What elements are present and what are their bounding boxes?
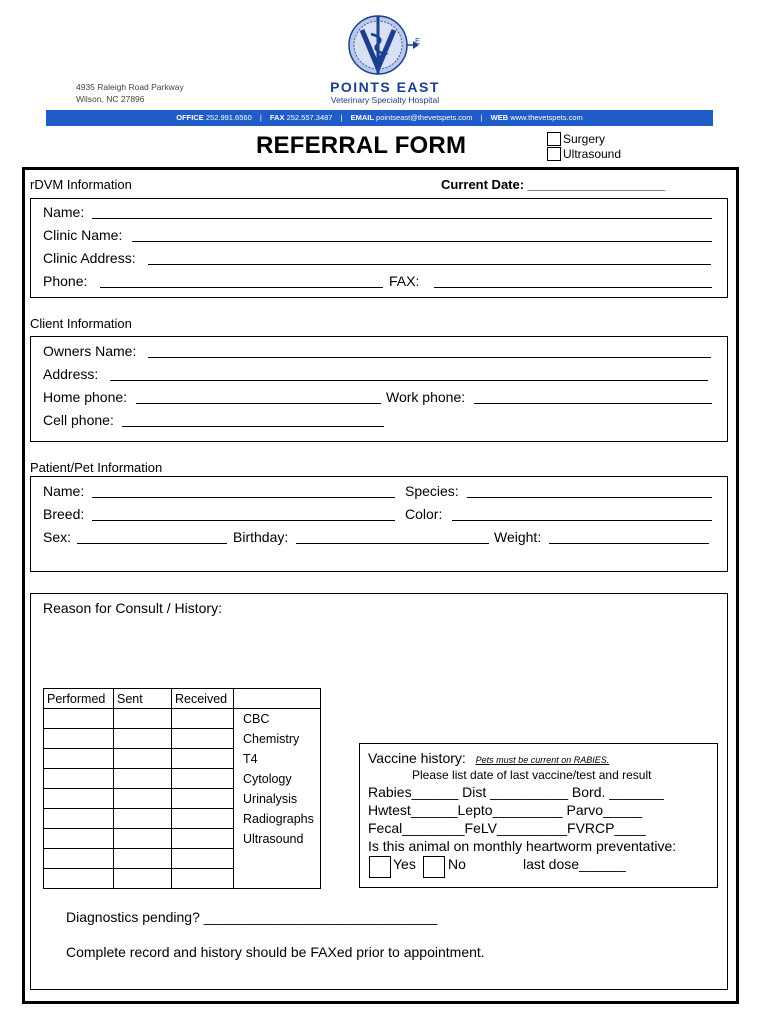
test-name: Cytology — [234, 769, 321, 789]
sent-cell[interactable] — [114, 869, 172, 889]
rdvm-fax-field[interactable] — [434, 287, 712, 288]
email-address: pointseast@thevetspets.com — [376, 113, 473, 122]
contact-bar: OFFICE 252.991.6560 | FAX 252.557.3487 | EMAIL pointseast@thevetspets.com | WEB www.thevetspets.com — [46, 110, 713, 126]
pet-name-field[interactable] — [92, 497, 395, 498]
vaccine-row-3[interactable]: Fecal________FeLV_________FVRCP____ — [368, 820, 646, 836]
address-line-2: Wilson, NC 27896 — [76, 94, 145, 104]
sent-cell[interactable] — [114, 729, 172, 749]
brand-name: POINTS EAST — [330, 79, 440, 95]
heartworm-no-label: No — [448, 856, 466, 872]
vaccine-instruction: Please list date of last vaccine/test and result — [412, 768, 652, 782]
fax-number: 252.557.3487 — [286, 113, 333, 122]
color-field[interactable] — [452, 520, 712, 521]
footer-note: Complete record and history should be FAXed prior to appointment. — [66, 944, 485, 960]
sent-cell[interactable] — [114, 809, 172, 829]
rdvm-fax-label: FAX: — [389, 273, 420, 289]
breed-field[interactable] — [92, 520, 395, 521]
points-east-logo — [345, 8, 435, 80]
sent-cell[interactable] — [114, 849, 172, 869]
form-title: REFERRAL FORM — [256, 132, 467, 159]
performed-cell[interactable] — [44, 849, 114, 869]
vaccine-title: Vaccine history: — [368, 750, 466, 766]
rdvm-name-field[interactable] — [92, 218, 712, 219]
client-heading: Client Information — [30, 316, 132, 331]
ultrasound-label: Ultrasound — [563, 147, 622, 161]
test-name: Radiographs — [234, 809, 321, 829]
rdvm-name-label: Name: — [43, 204, 85, 220]
rdvm-box — [30, 198, 728, 298]
work-phone-label: Work phone: — [386, 389, 466, 405]
sex-label: Sex: — [43, 529, 72, 545]
work-phone-field[interactable] — [474, 403, 712, 404]
received-cell[interactable] — [172, 729, 234, 749]
birthday-field[interactable] — [296, 543, 489, 544]
heartworm-no-checkbox[interactable] — [423, 856, 445, 878]
clinic-name-field[interactable] — [132, 241, 712, 242]
home-phone-label: Home phone: — [43, 389, 128, 405]
sent-header: Sent — [114, 689, 172, 709]
performed-cell[interactable] — [44, 869, 114, 889]
rdvm-phone-label: Phone: — [43, 273, 88, 289]
color-label: Color: — [405, 506, 443, 522]
last-dose-field[interactable]: last dose______ — [523, 856, 626, 872]
received-cell[interactable] — [172, 869, 234, 889]
table-row — [44, 749, 321, 769]
performed-header: Performed — [44, 689, 114, 709]
vaccine-row-2[interactable]: Hwtest______Lepto_________ Parvo_____ — [368, 802, 643, 818]
cell-phone-label: Cell phone: — [43, 412, 114, 428]
brand-subtitle: Veterinary Specialty Hospital — [330, 95, 440, 105]
test-name[interactable] — [234, 849, 321, 869]
performed-cell[interactable] — [44, 789, 114, 809]
home-phone-field[interactable] — [136, 403, 381, 404]
test-name: Chemistry — [234, 729, 321, 749]
received-cell[interactable] — [172, 829, 234, 849]
table-row — [44, 769, 321, 789]
address-line-1: 4935 Raleigh Road Parkway — [76, 82, 184, 92]
vaccine-row-1[interactable]: Rabies______ Dist __________ Bord. _______ — [368, 784, 664, 800]
diagnostics-pending-field[interactable]: Diagnostics pending? ______________________________ — [66, 909, 438, 925]
ultrasound-option[interactable] — [547, 147, 621, 161]
sent-cell[interactable] — [114, 749, 172, 769]
client-address-field[interactable] — [110, 380, 708, 381]
clinic-name-label: Clinic Name: — [43, 227, 123, 243]
received-header: Received — [172, 689, 234, 709]
performed-cell[interactable] — [44, 729, 114, 749]
performed-cell[interactable] — [44, 709, 114, 729]
owners-name-label: Owners Name: — [43, 343, 137, 359]
received-cell[interactable] — [172, 709, 234, 729]
clinic-address-field[interactable] — [148, 264, 711, 265]
heartworm-yes-label: Yes — [393, 856, 416, 872]
email-label: EMAIL — [350, 113, 374, 122]
table-row — [44, 789, 321, 809]
table-row — [44, 849, 321, 869]
test-name: CBC — [234, 709, 321, 729]
birthday-label: Birthday: — [233, 529, 289, 545]
table-row — [44, 729, 321, 749]
surgery-option[interactable] — [547, 132, 605, 146]
rdvm-heading: rDVM Information — [30, 177, 132, 192]
test-name: Ultrasound — [234, 829, 321, 849]
reason-for-consult-field[interactable] — [43, 620, 643, 680]
fax-label: FAX — [269, 113, 285, 122]
sent-cell[interactable] — [114, 789, 172, 809]
test-name: Urinalysis — [234, 789, 321, 809]
clinic-address-label: Clinic Address: — [43, 250, 136, 266]
surgery-label: Surgery — [563, 132, 606, 146]
web-address: www.thevetspets.com — [510, 113, 583, 122]
sent-cell[interactable] — [114, 709, 172, 729]
weight-field[interactable] — [549, 543, 709, 544]
species-field[interactable] — [467, 497, 712, 498]
rdvm-phone-field[interactable] — [100, 287, 383, 288]
received-cell[interactable] — [172, 809, 234, 829]
performed-cell[interactable] — [44, 769, 114, 789]
sent-cell[interactable] — [114, 769, 172, 789]
vaccine-history-title — [368, 750, 609, 766]
test-name[interactable] — [234, 869, 321, 889]
performed-cell[interactable] — [44, 809, 114, 829]
patient-heading: Patient/Pet Information — [30, 460, 163, 475]
heartworm-yes-checkbox[interactable] — [369, 856, 391, 878]
owners-name-field[interactable] — [148, 357, 711, 358]
test-name: T4 — [234, 749, 321, 769]
received-cell[interactable] — [172, 769, 234, 789]
received-cell[interactable] — [172, 849, 234, 869]
table-row — [44, 829, 321, 849]
species-label: Species: — [405, 483, 459, 499]
client-address-label: Address: — [43, 366, 99, 382]
logo-mark: E — [415, 37, 421, 46]
performed-cell[interactable] — [44, 829, 114, 849]
patient-box — [30, 476, 728, 572]
diagnostics-table — [43, 688, 321, 889]
breed-label: Breed: — [43, 506, 85, 522]
current-date-field[interactable]: Current Date: ___________________ — [441, 177, 666, 192]
sex-field[interactable] — [77, 543, 227, 544]
received-cell[interactable] — [172, 749, 234, 769]
table-row — [44, 809, 321, 829]
pet-name-label: Name: — [43, 483, 85, 499]
table-row — [44, 869, 321, 889]
web-label: WEB — [490, 113, 509, 122]
office-phone: 252.991.6560 — [205, 113, 252, 122]
rabies-note: Pets must be current on RABIES. — [475, 755, 610, 765]
cell-phone-field[interactable] — [122, 426, 384, 427]
ultrasound-checkbox[interactable] — [547, 147, 561, 161]
office-label: OFFICE — [176, 113, 204, 122]
heartworm-question: Is this animal on monthly heartworm preventative: — [368, 838, 677, 854]
weight-label: Weight: — [494, 529, 542, 545]
received-cell[interactable] — [172, 789, 234, 809]
table-row — [44, 709, 321, 729]
sent-cell[interactable] — [114, 829, 172, 849]
performed-cell[interactable] — [44, 749, 114, 769]
surgery-checkbox[interactable] — [547, 132, 561, 146]
reason-for-consult-label: Reason for Consult / History: — [43, 600, 222, 616]
